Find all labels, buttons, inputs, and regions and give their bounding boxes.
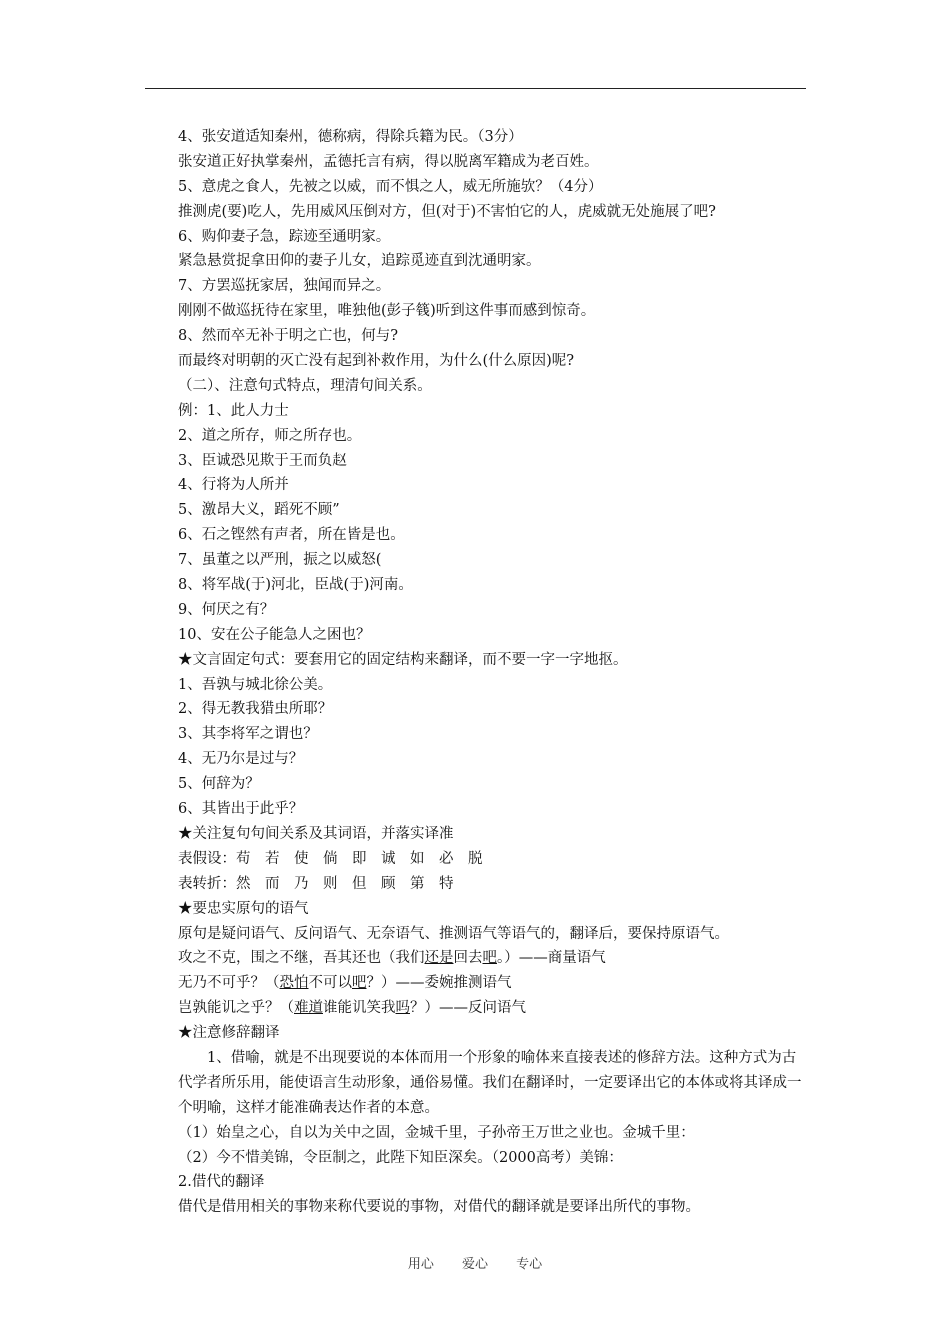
footer-text: 用心: [407, 1257, 434, 1272]
text-line: 例：1、此人力士: [178, 402, 289, 419]
text-line: 1、吾孰与城北徐公美。: [178, 676, 333, 693]
section-heading: ★文言固定句式：要套用它的固定结构来翻译，而不要一字一字地抠。: [178, 651, 628, 668]
example-line: （2）今不惜美锦，令臣制之，此陛下知臣深矣。（2000高考）美锦：: [178, 1149, 623, 1166]
text-line: 7、方罢巡抚家居，独闻而异之。: [178, 278, 391, 295]
mood-text: ？）——委婉推测语气: [366, 975, 512, 992]
text-line: 3、臣诚恐见欺于王而负赵: [178, 452, 347, 469]
mood-underlined: 难道: [294, 1000, 323, 1017]
section-heading: （二）、注意句式特点，理清句间关系。: [178, 377, 432, 394]
text-line: 5、何辞为？: [178, 776, 260, 793]
text-line: 借代是借用相关的事物来称代要说的事物，对借代的翻译就是要译出所代的事物。: [178, 1199, 700, 1216]
text-line: 2、得无教我猎虫所耶？: [178, 701, 333, 718]
mood-example-line: [178, 971, 808, 996]
text-line: 6、石之铿然有声者，所在皆是也。: [178, 527, 405, 544]
text-line: 10、安在公子能急人之困也？: [178, 626, 371, 643]
text-line: 4、行将为人所并: [178, 477, 289, 494]
mood-underlined: 吧: [352, 975, 367, 992]
mood-text: ？）——反问语气: [410, 1000, 526, 1017]
mood-text: 谁能讥笑我: [323, 1000, 396, 1017]
text-line: 5、意虎之食人，先被之以威，而不惧之人，威无所施欤？（4分）: [178, 178, 603, 195]
mood-text: 岂孰能讥之乎？（: [178, 1000, 294, 1017]
text-line: 5、激昂大义，蹈死不顾”: [178, 502, 340, 519]
page-footer: [0, 1253, 950, 1272]
mood-underlined: 吗: [395, 1000, 410, 1017]
text-line: 原句是疑问语气、反问语气、无奈语气、推测语气等语气的，翻译后，要保持原语气。: [178, 925, 729, 942]
mood-example-line: [178, 946, 808, 971]
mood-text: 。）——商量语气: [497, 950, 606, 967]
mood-text: 回去: [453, 950, 483, 967]
metaphor-paragraph: 1、借喻，就是不出现要说的本体而用一个形象的喻体来直接表述的修辞方法。这种方式为古代学者所乐用，能使语言生动形象，通俗易懂。我们在翻译时，一定要译出它的本体或将其译成一个明喻，这样才能准确表达作者的本意。: [178, 1049, 802, 1116]
footer-text: 爱心: [461, 1257, 488, 1272]
section-heading: ★要忠实原句的语气: [178, 900, 309, 917]
mood-underlined: 吧: [482, 950, 497, 967]
mood-text: 不可以: [308, 975, 352, 992]
text-line: 6、其皆出于此乎？: [178, 801, 304, 818]
section-heading: ★注意修辞翻译: [178, 1025, 280, 1042]
mood-example-line: [178, 996, 808, 1021]
mood-text: 攻之不克，围之不继，吾其还也（我们: [178, 950, 425, 967]
header-rule: [145, 88, 806, 89]
text-line: 4、无乃尔是过与？: [178, 751, 304, 768]
footer-text: 专心: [516, 1257, 543, 1272]
text-line: 紧急悬赏捉拿田仰的妻子儿女，追踪觅迹直到沈通明家。: [178, 253, 541, 270]
text-line: 表假设：苟 若 使 倘 即 诚 如 必 脱: [178, 850, 483, 867]
document-body: [178, 125, 808, 1220]
mood-text: 无乃不可乎？（: [178, 975, 280, 992]
text-line: 张安道正好执掌秦州，孟德托言有病，得以脱离军籍成为老百姓。: [178, 153, 599, 170]
text-line: 推测虎(要)吃人，先用威风压倒对方，但(对于)不害怕它的人，虎威就无处施展了吧?: [178, 203, 716, 220]
mood-underlined: 恐怕: [279, 975, 309, 992]
text-line: 而最终对明朝的灭亡没有起到补救作用，为什么(什么原因)呢?: [178, 353, 575, 370]
text-line: 8、将军战(于)河北，臣战(于)河南。: [178, 577, 413, 594]
text-line: 刚刚不做巡抚待在家里，唯独他(彭子篯)听到这件事而感到惊奇。: [178, 303, 596, 320]
text-line: 表转折：然 而 乃 则 但 顾 第 特: [178, 875, 454, 892]
text-line: 8、然而卒无补于明之亡也，何与?: [178, 328, 398, 345]
text-line: 3、其李将军之谓也？: [178, 726, 318, 743]
text-line: 4、张安道适知秦州，德称病，得除兵籍为民。（3分）: [178, 129, 523, 145]
mood-underlined: 还是: [424, 950, 454, 967]
section-heading: ★关注复句句间关系及其词语，并落实译准: [178, 825, 454, 842]
text-line: 9、何厌之有？: [178, 601, 275, 618]
subsection-heading: 2.借代的翻译: [178, 1174, 265, 1191]
text-line: 7、虽董之以严刑，振之以威怒(: [178, 552, 382, 569]
example-line: （1）始皇之心，自以为关中之固，金城千里，子孙帝王万世之业也。金城千里：: [178, 1124, 695, 1141]
text-line: 2、道之所存，师之所存也。: [178, 427, 362, 444]
text-line: 6、购仰妻子急，踪迹至通明家。: [178, 228, 391, 245]
